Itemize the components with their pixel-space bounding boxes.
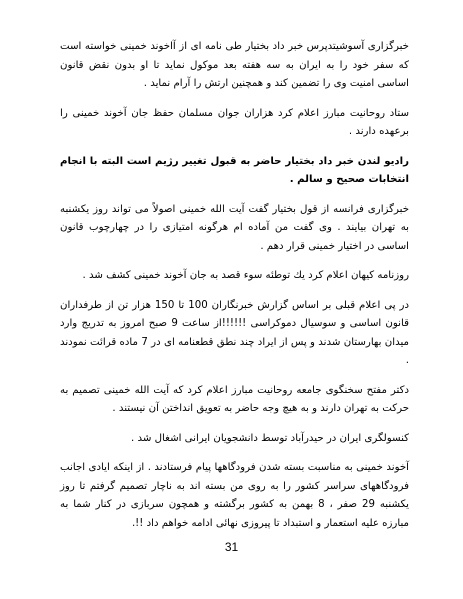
paragraph-1: خبرگزاری آسوشیتدپرس خبر داد بختیار طی نامه ای از آاخوند خمینی خواسته است که سفر خود را به ایران به سه هفته بعد موکول نماید تا او بدون نقض قانون اساسی امنیت وی را تضمین کند و همچنین ارتش را آرام نماید . <box>60 41 409 89</box>
paragraph-2: ستاد روحانیت مبارز اعلام کرد هزاران جوان مسلمان حفظ جان آخوند خمینی را برعهده دارند . <box>60 107 409 137</box>
paragraph-3-bold: رادیو لندن خبر داد بختیار حاضر به قبول تغییر رژیم است البته با انجام انتخابات صحیح و سالم . <box>60 155 409 185</box>
page-number: 31 <box>224 540 239 554</box>
page-body <box>60 38 409 544</box>
paragraph-7: دکتر مفتح سخنگوی جامعه روحانیت مبارز اعلام کرد که آیت الله خمینی تصمیم به حرکت به تهران دارند و به هیچ وجه حاضر به تعویق انداختن آن نیستند . <box>60 384 409 414</box>
paragraph-9: آخوند خمینی به مناسبت بسته شدن فرودگاهها پیام فرستادند . از اینکه ایادی اجانب فرودگاههای سراسر کشور را به روی من بسته اند به ناچار تصمیم گرفتم تا روز یکشنبه 29 صفر ، 8 بهمن به کشور برگشته و همچون سربازی در کنار شما به مبارزه علیه استعمار و استبداد تا پیروزی نهائی ادامه خواهم داد !!. <box>60 462 409 529</box>
paragraph-6: در پی اعلام قبلی بر اساس گزارش خبرنگاران 100 تا 150 هزار تن از طرفداران قانون اساسی و سوسیال دموکراسی !!!!!!از ساعت 9 صبح امروز به تدریج وارد میدان بهارستان شدند و پس از ایراد چند نطق قطعنامه ای در 7 ماده قرائت نمودند . <box>60 299 410 366</box>
paragraph-8: کنسولگری ایران در حیدرآباد توسط دانشجویان ایرانی اشغال شد . <box>131 432 409 444</box>
paragraph-4: خبرگزاری فرانسه از قول بختیار گفت آیت الله خمینی اصولاً می تواند روز یکشنبه به تهران بیایند . وی گفت من آماده ام هرگونه امتیازی را در چهارچوب قانون اساسی در اختیار خمینی قرار دهم . <box>60 203 409 252</box>
paragraph-5: روزنامه کیهان اعلام کرد یك توطئه سوء قصد به جان آخوند خمینی کشف شد . <box>82 270 409 281</box>
